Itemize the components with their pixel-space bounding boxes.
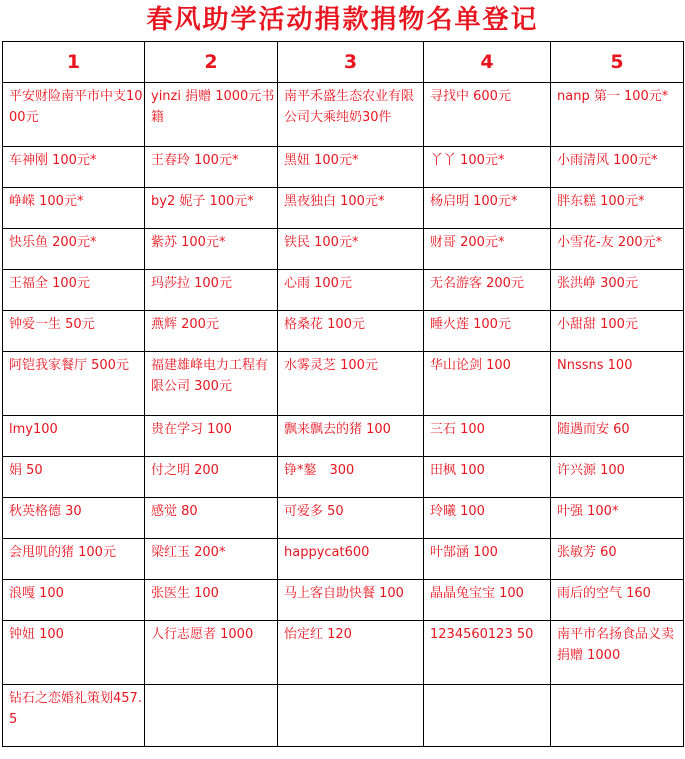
- table-cell: 快乐鱼 200元*: [3, 229, 145, 270]
- table-cell: 王春玲 100元*: [145, 147, 278, 188]
- table-cell: 晶晶兔宝宝 100: [424, 580, 551, 621]
- column-header-4: 4: [424, 42, 551, 83]
- column-header-2: 2: [145, 42, 278, 83]
- table-cell: [424, 685, 551, 747]
- table-cell: 财哥 200元*: [424, 229, 551, 270]
- table-cell: 飘来飘去的猪 100: [278, 416, 424, 457]
- table-cell: 秋英格德 30: [3, 498, 145, 539]
- table-cell: 张敏芳 60: [551, 539, 684, 580]
- table-row: [3, 621, 684, 685]
- column-header-3: 3: [278, 42, 424, 83]
- table-cell: 马上客自助快餐 100: [278, 580, 424, 621]
- table-cell: 人行志愿者 1000: [145, 621, 278, 685]
- table-cell: 玲曦 100: [424, 498, 551, 539]
- table-cell: 叶强 100*: [551, 498, 684, 539]
- table-cell: [551, 685, 684, 747]
- table-cell: 玛莎拉 100元: [145, 270, 278, 311]
- table-row: [3, 270, 684, 311]
- table-row: [3, 457, 684, 498]
- table-cell: 张洪峥 300元: [551, 270, 684, 311]
- table-cell: 峥嵘 100元*: [3, 188, 145, 229]
- table-cell: [145, 685, 278, 747]
- table-cell: 南平市名扬食品义卖捐赠 1000: [551, 621, 684, 685]
- column-header-1: 1: [3, 42, 145, 83]
- table-row: [3, 580, 684, 621]
- table-cell: 付之明 200: [145, 457, 278, 498]
- table-header-row: [3, 42, 684, 83]
- table-row: [3, 229, 684, 270]
- table-cell: [278, 685, 424, 747]
- table-body: [3, 83, 684, 747]
- table-cell: nanp 第一 100元*: [551, 83, 684, 147]
- table-row: [3, 188, 684, 229]
- table-cell: 钟爱一生 50元: [3, 311, 145, 352]
- table-cell: 梁红玉 200*: [145, 539, 278, 580]
- table-cell: 紫苏 100元*: [145, 229, 278, 270]
- table-cell: 铁民 100元*: [278, 229, 424, 270]
- table-cell: 随遇而安 60: [551, 416, 684, 457]
- table-cell: 贵在学习 100: [145, 416, 278, 457]
- table-row: [3, 498, 684, 539]
- table-cell: happycat600: [278, 539, 424, 580]
- table-cell: 杨启明 100元*: [424, 188, 551, 229]
- table-cell: 三石 100: [424, 416, 551, 457]
- table-cell: 丫丫 100元*: [424, 147, 551, 188]
- table-cell: 胖东糕 100元*: [551, 188, 684, 229]
- table-cell: 感觉 80: [145, 498, 278, 539]
- table-cell: 格桑花 100元: [278, 311, 424, 352]
- table-row: [3, 539, 684, 580]
- table-cell: 小雨清风 100元*: [551, 147, 684, 188]
- table-cell: 怡定红 120: [278, 621, 424, 685]
- table-cell: 小甜甜 100元: [551, 311, 684, 352]
- table-cell: 心雨 100元: [278, 270, 424, 311]
- table-cell: 寻找中 600元: [424, 83, 551, 147]
- table-row: [3, 685, 684, 747]
- table-cell: 睡火莲 100元: [424, 311, 551, 352]
- table-cell: yinzi 捐赠 1000元书籍: [145, 83, 278, 147]
- table-cell: 张医生 100: [145, 580, 278, 621]
- table-cell: 铮*鏊 300: [278, 457, 424, 498]
- table-cell: 钟妞 100: [3, 621, 145, 685]
- table-cell: 华山论剑 100: [424, 352, 551, 416]
- table-cell: 1234560123 50: [424, 621, 551, 685]
- table-row: [3, 352, 684, 416]
- table-cell: 会甩叽的猪 100元: [3, 539, 145, 580]
- table-cell: lmy100: [3, 416, 145, 457]
- table-cell: 王福全 100元: [3, 270, 145, 311]
- table-row: [3, 147, 684, 188]
- table-cell: 平安财险南平市中支1000元: [3, 83, 145, 147]
- table-row: [3, 83, 684, 147]
- table-cell: 浪嘎 100: [3, 580, 145, 621]
- page-title: 春风助学活动捐款捐物名单登记: [146, 5, 539, 35]
- table-cell: 南平禾盛生态农业有限公司大乘纯奶30件: [278, 83, 424, 147]
- table-cell: Nnssns 100: [551, 352, 684, 416]
- table-cell: 车神刚 100元*: [3, 147, 145, 188]
- table-cell: 小雪花-友 200元*: [551, 229, 684, 270]
- table-cell: 燕辉 200元: [145, 311, 278, 352]
- table-cell: by2 妮子 100元*: [145, 188, 278, 229]
- table-cell: 可爱多 50: [278, 498, 424, 539]
- table-cell: 田枫 100: [424, 457, 551, 498]
- table-row: [3, 311, 684, 352]
- table-cell: 无名游客 200元: [424, 270, 551, 311]
- column-header-5: 5: [551, 42, 684, 83]
- table-cell: 水雾灵芝 100元: [278, 352, 424, 416]
- table-cell: 福建雄峰电力工程有限公司 300元: [145, 352, 278, 416]
- table-cell: 黑夜独白 100元*: [278, 188, 424, 229]
- table-cell: 娟 50: [3, 457, 145, 498]
- table-row: [3, 416, 684, 457]
- table-cell: 许兴源 100: [551, 457, 684, 498]
- table-cell: 阿铠我家餐厅 500元: [3, 352, 145, 416]
- table-cell: 钻石之恋婚礼策划457.5: [3, 685, 145, 747]
- table-cell: 黑妞 100元*: [278, 147, 424, 188]
- table-cell: 叶郜涵 100: [424, 539, 551, 580]
- table-cell: 雨后的空气 160: [551, 580, 684, 621]
- donor-table: [2, 41, 684, 747]
